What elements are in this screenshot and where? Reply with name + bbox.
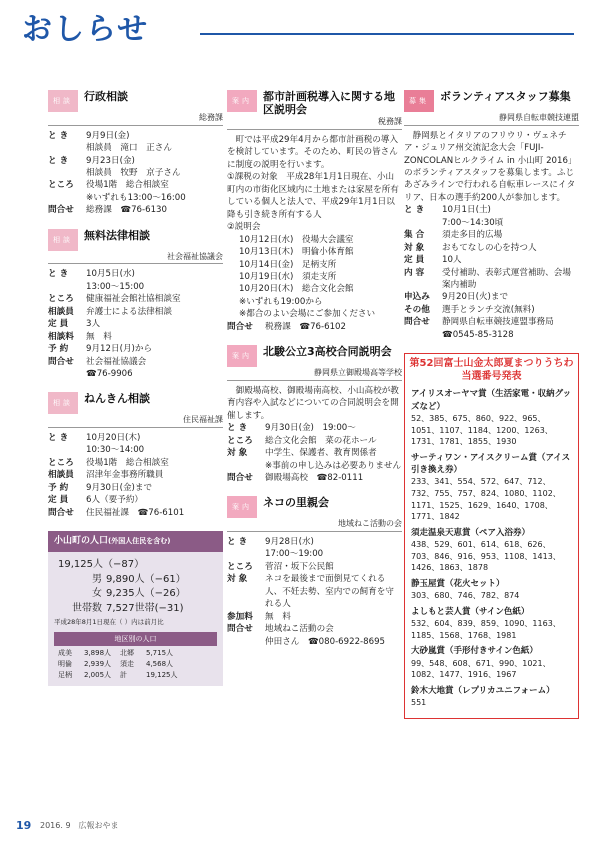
info-label: 対 象 [227, 448, 248, 459]
info-row [48, 167, 223, 179]
info-label: ところ [48, 294, 74, 305]
info-label: と き [48, 130, 69, 141]
info-value: 9月28日(水) [265, 537, 314, 548]
info-row [227, 435, 402, 447]
section-org: 住民福祉課 [48, 414, 223, 428]
info-row [404, 316, 579, 341]
info-row [48, 469, 223, 481]
info-row [48, 356, 223, 368]
section-title: ネコの里親会 [263, 496, 329, 510]
prize-item [405, 605, 578, 643]
info-row [227, 447, 402, 459]
info-row [48, 482, 223, 494]
info-row [404, 291, 579, 303]
section-lead: 御殿場高校、御殿場南高校、小山高校が教育内容や入試などについての合同説明会を開催します。 [227, 385, 399, 421]
section-org: 静岡県立御殿場高等学校 [227, 367, 402, 381]
info-label: 相談料 [48, 331, 74, 342]
info-value: 御殿場高校 ☎82-0111 [265, 472, 364, 483]
info-label [227, 636, 265, 648]
info-value: 10月5日(水) [86, 269, 135, 280]
info-value: 3人 [86, 319, 101, 330]
section-toshikeikaku: 案内 都市計画税導入に関する地区説明会 税務課 町では平成29年4月から都市計画税の導入を検討しています。そのため、町民の皆さんに制度の説明を行います。 ①課税の対象 平成28年1月1日現在、小山町内の市街化区域内に土地または家屋を所有している個人と法人で、平成29年1月1日以降も引き続き所有する人 ②説明会 10月12日(水) 役場大会議室 10月13日(木) 明倫小体育館 10月14日(金) 足柄支所 10月19日(水) 須走支所 10月20日(木) 総合文化会館 ※いずれも19:00から ※都合のよい会場にご参加ください 問合せ 税務課 ☎76-6102 [227, 90, 402, 332]
prize-numbers: 551 [411, 698, 427, 708]
info-label: 予 約 [48, 344, 69, 355]
district-cell: 計 [120, 671, 127, 680]
info-label: 定 員 [404, 255, 425, 266]
column-1 [48, 90, 223, 686]
title-rule [200, 33, 574, 35]
district-cell: 北郷 [120, 648, 134, 657]
info-row [48, 268, 223, 280]
section-title: ボランティアスタッフ募集 [440, 90, 571, 103]
prize-item [405, 451, 578, 524]
info-label: 問合せ [227, 624, 253, 635]
category-tag: 案内 [227, 90, 257, 112]
info-row [48, 444, 223, 456]
info-value: 相談員 滝口 正さん [86, 143, 172, 154]
info-value: 役場1階 総合相談室 [86, 457, 169, 468]
info-label: 定 員 [48, 495, 69, 506]
prize-item [405, 526, 578, 575]
category-tag: 案内 [227, 496, 257, 518]
prize-numbers: 99、548、608、671、990、1021、1082、1477、1916、1967 [411, 658, 551, 680]
population-female: 9,235人（−26） [106, 588, 186, 600]
info-value: 健康福祉会館社協相談室 [86, 294, 181, 305]
session-heading: ②説明会 [227, 222, 261, 233]
prize-numbers: 303、680、746、782、874 [411, 591, 520, 601]
info-value: 菅沼・坂下公民館 [265, 561, 334, 572]
prize-name: 静玉屋賞（花火セット） [411, 578, 505, 589]
section-lead: 町では平成29年4月から都市計画税の導入を検討しています。そのため、町民の皆さんに制度の説明を行います。 [227, 134, 399, 170]
category-tag: 相談 [48, 90, 78, 112]
info-value: 受付補助、表彰式運営補助、会場案内補助 [442, 267, 571, 291]
info-label [48, 281, 86, 293]
info-label: ところ [48, 457, 74, 468]
target-desc: ①課税の対象 平成28年1月1日現在、小山町内の市街化区域内に土地または家屋を所有している個人と法人で、平成29年1月1日以降も引き続き所有する人 [227, 172, 399, 220]
section-org: 税務課 [227, 116, 402, 130]
prize-name: 大砂嵐賞（手形付きサイン色紙） [411, 646, 538, 657]
info-label: 問合せ [48, 507, 74, 518]
info-label: ところ [227, 561, 253, 572]
info-row [48, 192, 223, 204]
info-row [48, 179, 223, 191]
info-label: 相談員 [48, 470, 74, 481]
district-table [48, 646, 223, 682]
prize-name: サーティワン・アイスクリーム賞（アイス引き換え券） [411, 452, 571, 476]
population-male: 9,890人（−61） [106, 573, 186, 585]
district-title: 地区別の人口 [54, 632, 217, 646]
contact: 税務課 ☎76-6102 [265, 321, 346, 332]
session-row: 10月12日(水) 役場大会議室 [239, 234, 354, 245]
info-row [404, 204, 579, 216]
info-label [48, 167, 86, 179]
session-row: 10月14日(金) 足柄支所 [239, 259, 337, 270]
info-label: 問合せ [48, 205, 74, 216]
info-row [227, 548, 402, 560]
info-row [48, 368, 223, 380]
prize-item [405, 684, 578, 710]
section-title: 北駿公立3高校合同説明会 [263, 345, 392, 359]
section-title: 都市計画税導入に関する地区説明会 [263, 90, 395, 117]
info-label: 問合せ [227, 472, 253, 483]
info-label [227, 460, 265, 472]
info-label [48, 368, 86, 380]
prize-name: 鈴木大地賞（レプリカユニフォーム） [411, 685, 555, 696]
info-row [227, 561, 402, 573]
session-row: 10月20日(木) 総合文化会館 [239, 284, 354, 295]
info-row [48, 494, 223, 506]
info-row [48, 293, 223, 305]
info-value: 9月30日(金) 19:00～ [265, 423, 356, 434]
info-label: と き [404, 205, 425, 216]
page-number: 19 [16, 819, 32, 832]
info-value: 17:00～19:00 [265, 549, 324, 560]
info-label: 相談員 [48, 306, 74, 317]
session-row: 10月19日(水) 須走支所 [239, 271, 337, 282]
info-row [404, 229, 579, 241]
info-value: 6人（要予約） [86, 495, 144, 506]
info-row [227, 623, 402, 635]
info-row [48, 142, 223, 154]
info-row [227, 636, 402, 648]
info-value: 9月23日(金) [86, 155, 135, 166]
info-row [227, 422, 402, 434]
population-date: 平成28年8月1日現在（ ）内は前月比 [54, 618, 164, 627]
info-row [404, 267, 579, 292]
session-row: 10月13日(木) 明倫小体育館 [239, 247, 354, 258]
column-3 [404, 90, 579, 719]
info-label: と き [48, 433, 69, 444]
population-households: 7,527世帯(−31) [106, 602, 184, 614]
prize-item [405, 644, 578, 682]
population-total: 19,125人（−87） [58, 559, 145, 571]
info-row [48, 331, 223, 343]
info-row [404, 304, 579, 316]
prize-item [405, 387, 578, 448]
session-row: ※いずれも19:00から [239, 296, 323, 307]
info-label: ところ [48, 180, 74, 191]
info-value: 弁護士による法律相談 [86, 306, 172, 317]
category-tag: 相談 [48, 229, 78, 251]
info-label [48, 444, 86, 456]
section-body [48, 268, 223, 380]
section-title: ねんきん相談 [84, 392, 150, 406]
district-cell: 3,898人 [84, 648, 112, 657]
info-label: 参加料 [227, 611, 253, 622]
district-cell: 2,939人 [84, 659, 112, 668]
section-org: 総務課 [48, 112, 223, 126]
district-cell: 須走 [120, 659, 134, 668]
section-title: 無料法律相談 [84, 228, 150, 242]
section-lead: 静岡県とイタリアのフリウリ・ヴェネチア・ジュリア州交流記念大会「FUJI-ZONCOLANヒルクライム in 小山町 2016」のボランティアスタッフを募集します。ふじあざみラインで行われる自転車レースにイタリア、日本の選手約200人が参加します。 [404, 130, 577, 203]
info-value: 相談員 牧野 京子さん [86, 167, 181, 178]
info-row [48, 343, 223, 355]
section-volunteer [404, 90, 579, 341]
info-label [404, 217, 442, 229]
session-row: ※都合のよい会場にご参加ください [239, 309, 376, 320]
info-row [404, 254, 579, 266]
prize-numbers: 233、341、554、572、647、712、732、755、757、824、1080、1102、1171、1525、1629、1640、1708、1771、1842 [411, 477, 561, 522]
lottery-title: 第52回富士山金太郎夏まつりうちわ当選番号発表 [409, 358, 574, 382]
info-value: 7:00～14:30頃 [442, 217, 504, 228]
section-title: 行政相談 [84, 90, 128, 103]
population-box: 小山町の人口(外国人住民を含む) 19,125人（−87） 男 9,890人（−61） 女 9,235人（−26） 世帯数 7,527世帯(−31) 平成28年8月1日現在（ ）内は前月比 地区別の人口 成美 3,898人 北郷 5,715人 明倫 2,939人 須走 4,568人 足柄 2,005人 計 19,125人 [48, 531, 223, 686]
info-value: ☎76-9906 [86, 368, 133, 379]
info-label [48, 142, 86, 154]
info-value: 須走多目的広場 [442, 230, 503, 241]
section-org: 静岡県自転車競技連盟 [404, 112, 579, 126]
section-neko [227, 496, 402, 648]
info-value: 13:00～15:00 [86, 281, 145, 292]
info-value: 仲田さん ☎080-6922-8695 [265, 636, 386, 647]
prize-numbers: 438、529、601、614、618、626、703、846、916、953、1108、1413、1426、1863、1878 [411, 540, 561, 573]
info-label: 対 象 [227, 574, 248, 585]
info-value: 総務課 ☎76-6130 [86, 205, 167, 216]
category-tag: 案内 [227, 345, 257, 367]
info-value: ネコを最後まで面倒見てくれる人、不妊去勢、室内での飼育を守れる人 [265, 574, 394, 610]
info-label: と き [227, 537, 248, 548]
info-value: 選手とランチ交流(無料) [442, 304, 535, 315]
section-org: 社会福祉協議会 [48, 251, 223, 265]
info-value: 9月30日(金)まで [86, 482, 153, 493]
info-value: 10月1日(土) [442, 205, 491, 216]
info-value: ※事前の申し込みは必要ありません [265, 460, 402, 471]
info-label [48, 192, 86, 204]
info-row [404, 242, 579, 254]
section-nenkin-soudan [48, 392, 223, 519]
prize-numbers: 52、385、675、860、922、965、1051、1107、1184、1200、1263、1731、1781、1855、1930 [411, 413, 553, 447]
info-value: 無 料 [265, 611, 291, 622]
info-row [227, 460, 402, 472]
prize-name: 須走温泉天恵賞（ペア入浴券） [411, 527, 531, 538]
info-value: 10月20日(木) [86, 433, 141, 444]
info-row [48, 318, 223, 330]
info-value: 地域ねこ活動の会 [265, 624, 334, 635]
info-value: 10人 [442, 255, 462, 266]
info-value: ※いずれも13:00～16:00 [86, 192, 186, 203]
info-value: 中学生、保護者、教育関係者 [265, 448, 377, 459]
info-label: 内 容 [404, 267, 425, 278]
info-label: と き [48, 155, 69, 166]
prize-name: よしもと芸人賞（サイン色紙） [411, 606, 530, 617]
info-label: 対 象 [404, 242, 425, 253]
info-row [404, 217, 579, 229]
info-row [227, 573, 402, 610]
district-cell: 2,005人 [84, 671, 112, 680]
info-label: 申込み [404, 292, 430, 303]
district-cell: 足柄 [58, 671, 72, 680]
info-value: 役場1階 総合相談室 [86, 180, 169, 191]
column-2 [227, 90, 402, 660]
prize-item [405, 577, 578, 603]
info-label [227, 548, 265, 560]
info-value: 10:30～14:00 [86, 445, 145, 456]
info-row [227, 611, 402, 623]
info-label: と き [48, 269, 69, 280]
info-label: と き [227, 423, 248, 434]
info-value: 無 料 [86, 331, 112, 342]
district-cell: 4,568人 [146, 659, 174, 668]
info-value: 9月12日(月)から [86, 344, 153, 355]
prize-name: アイリスオーヤマ賞（生活家電・収納グッズなど） [411, 389, 572, 412]
info-value: 9月9日(金) [86, 130, 130, 141]
info-row [48, 204, 223, 216]
footer-text: 2016. 9 広報おやま [40, 821, 119, 830]
info-value: 社会福祉協議会 [86, 356, 147, 367]
info-value: 総合文化会館 菜の花ホール [265, 435, 377, 446]
info-row [48, 507, 223, 519]
lottery-box [404, 353, 579, 718]
info-label: その他 [404, 304, 430, 315]
district-cell: 明倫 [58, 659, 72, 668]
info-row [48, 457, 223, 469]
section-houritsu-soudan [48, 229, 223, 381]
category-tag: 相談 [48, 392, 78, 414]
category-tag: 募集 [404, 90, 434, 112]
info-value: 9月20日(火)まで [442, 292, 509, 303]
info-value: おもてなしの心を持つ人 [442, 242, 537, 253]
info-row [48, 432, 223, 444]
district-cell: 19,125人 [146, 671, 178, 680]
info-row [48, 155, 223, 167]
info-label: 予 約 [48, 482, 69, 493]
prize-numbers: 532、604、839、859、1090、1163、1185、1568、1768、1981 [411, 619, 561, 640]
info-row [48, 130, 223, 142]
info-row [227, 472, 402, 484]
info-row [48, 306, 223, 318]
info-label: 問合せ [404, 317, 430, 328]
district-cell: 5,715人 [146, 648, 174, 657]
section-body [48, 130, 223, 217]
info-value: 沼津年金事務所職員 [86, 470, 164, 481]
district-cell: 成美 [58, 648, 72, 657]
info-label: 集 合 [404, 230, 425, 241]
info-row [48, 281, 223, 293]
section-body [48, 432, 223, 519]
population-title: 小山町の人口(外国人住民を含む) [48, 531, 223, 552]
info-label: 定 員 [48, 319, 69, 330]
page-title: おしらせ [22, 12, 150, 47]
info-label: 問合せ [48, 356, 74, 367]
section-gyosei-soudan [48, 90, 223, 217]
section-org: 地域ねこ活動の会 [227, 518, 402, 532]
info-value: 静岡県自転車競技連盟事務局 ☎0545-85-3128 [442, 317, 563, 340]
section-3koukou [227, 345, 402, 484]
info-label: ところ [227, 435, 253, 446]
info-row [227, 536, 402, 548]
info-value: 住民福祉課 ☎76-6101 [86, 507, 185, 518]
